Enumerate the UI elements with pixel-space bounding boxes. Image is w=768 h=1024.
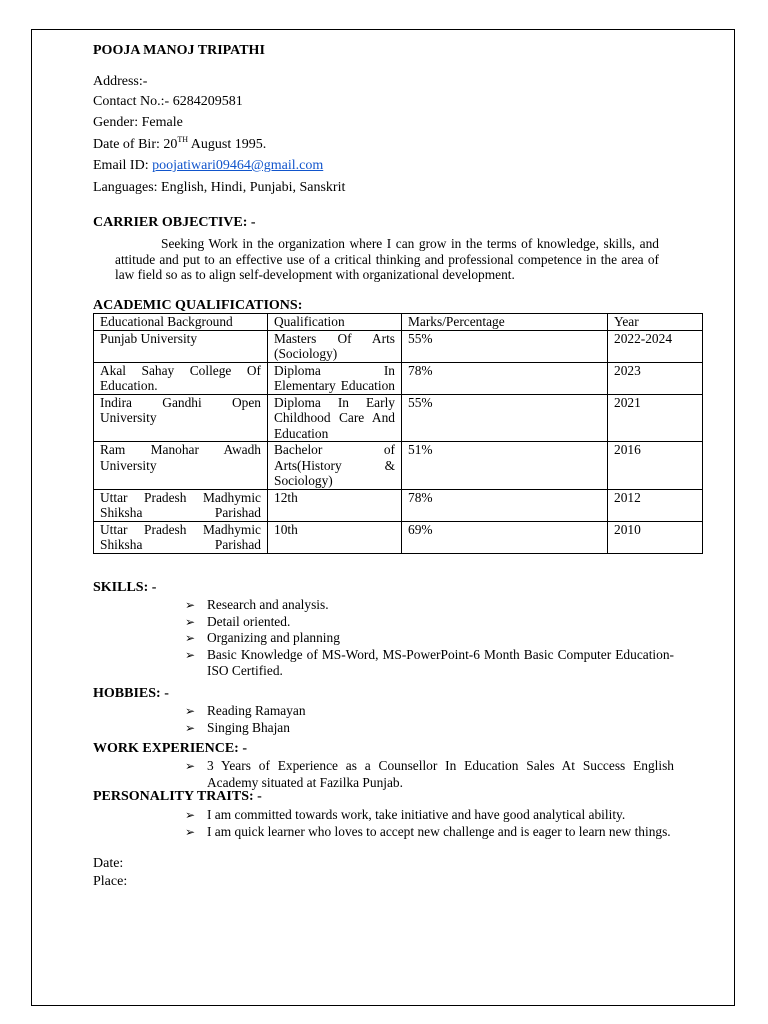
arrow-bullet-icon: ➢ — [185, 647, 196, 662]
cell-background: Indira Gandhi Open University — [94, 394, 268, 442]
list-item: ➢ 3 Years of Experience as a Counsellor In Education Sales At Success English Academy situated at Fazilka Punjab. — [185, 758, 674, 790]
personality-heading: PERSONALITY TRAITS: - — [93, 789, 262, 804]
list-item: ➢ I am quick learner who loves to accept new challenge and is eager to learn new things. — [185, 823, 671, 839]
arrow-bullet-icon: ➢ — [185, 808, 196, 822]
hobbies-list — [185, 703, 306, 736]
list-item: ➢ I am committed towards work, take initiative and have good analytical ability. — [185, 807, 626, 822]
column-header: Year — [608, 314, 703, 331]
table-row — [94, 394, 703, 442]
academics-heading: ACADEMIC QUALIFICATIONS: — [93, 298, 303, 313]
cell-qualification: Diploma In Early Childhood Care And Education — [268, 394, 402, 442]
academics-table — [93, 313, 703, 554]
cell-marks: 55% — [402, 330, 608, 362]
table-row — [94, 489, 703, 521]
cell-marks: 55% — [402, 394, 608, 442]
email-link[interactable]: poojatiwari09464@gmail.com — [152, 158, 324, 173]
cell-background: Uttar Pradesh Madhymic Shiksha Parishad — [94, 521, 268, 553]
arrow-bullet-icon: ➢ — [185, 759, 196, 773]
cell-year: 2021 — [608, 394, 703, 442]
cell-qualification: 10th — [268, 521, 402, 553]
cell-qualification: 12th — [268, 489, 402, 521]
work-heading: WORK EXPERIENCE: - — [93, 741, 248, 756]
dob-superscript: TH — [177, 135, 189, 144]
cell-qualification: Bachelor of Arts(History & Sociology) — [268, 442, 402, 490]
cell-marks: 69% — [402, 521, 608, 553]
cell-year: 2022-2024 — [608, 330, 703, 362]
column-header: Qualification — [268, 314, 402, 331]
email-label: Email ID: — [93, 158, 153, 173]
cell-background: Akal Sahay College Of Education. — [94, 362, 268, 394]
list-item: ➢ Reading Ramayan — [185, 703, 306, 718]
arrow-bullet-icon: ➢ — [185, 824, 196, 839]
cell-qualification: Masters Of Arts (Sociology) — [268, 330, 402, 362]
gender-line: Gender: Female — [93, 115, 183, 130]
cell-background: Punjab University — [94, 330, 268, 362]
cell-year: 2010 — [608, 521, 703, 553]
cell-marks: 51% — [402, 442, 608, 490]
table-row — [94, 362, 703, 394]
dob-line — [93, 137, 266, 153]
objective-body: Seeking Work in the organization where I can grow in the terms of knowledge, skills, and attitude and put to an effective use of a critical thinking and professional competence in the area of law field so as to align self-development with organizational development. — [115, 236, 659, 282]
arrow-bullet-icon: ➢ — [185, 704, 196, 718]
hobbies-heading: HOBBIES: - — [93, 686, 169, 701]
arrow-bullet-icon: ➢ — [185, 631, 196, 645]
email-line — [93, 158, 323, 174]
list-item: ➢ Detail oriented. — [185, 613, 291, 629]
arrow-bullet-icon: ➢ — [185, 614, 196, 629]
list-item: ➢ Research and analysis. — [185, 597, 329, 612]
cell-background: Uttar Pradesh Madhymic Shiksha Parishad — [94, 489, 268, 521]
dob-prefix: Date of Bir: 20 — [93, 137, 178, 152]
address-line: Address:- — [93, 74, 148, 89]
cell-year: 2012 — [608, 489, 703, 521]
list-item: ➢ Singing Bhajan — [185, 719, 290, 735]
objective-text — [115, 236, 659, 283]
cell-marks: 78% — [402, 489, 608, 521]
personality-list — [185, 807, 674, 840]
table-header-row — [94, 314, 703, 331]
arrow-bullet-icon: ➢ — [185, 720, 196, 735]
skills-list — [185, 597, 674, 680]
list-item: ➢ Organizing and planning — [185, 630, 340, 645]
cell-marks: 78% — [402, 362, 608, 394]
column-header: Marks/Percentage — [402, 314, 608, 331]
cell-year: 2023 — [608, 362, 703, 394]
candidate-name: POOJA MANOJ TRIPATHI — [93, 43, 265, 58]
languages-line: Languages: English, Hindi, Punjabi, Sanskrit — [93, 180, 346, 195]
dob-suffix: August 1995. — [188, 137, 267, 152]
contact-line: Contact No.:- 6284209581 — [93, 94, 243, 109]
skills-heading: SKILLS: - — [93, 580, 157, 595]
column-header: Educational Background — [94, 314, 268, 331]
objective-heading: CARRIER OBJECTIVE: - — [93, 215, 256, 230]
place-field: Place: — [93, 874, 128, 889]
table-row — [94, 442, 703, 490]
list-item: ➢ Basic Knowledge of MS-Word, MS-PowerPoint-6 Month Basic Computer Education- ISO Certified. — [185, 646, 674, 678]
table-row — [94, 330, 703, 362]
arrow-bullet-icon: ➢ — [185, 598, 196, 612]
cell-qualification: Diploma In Elementary Education — [268, 362, 402, 394]
date-field: Date: — [93, 856, 124, 871]
cell-year: 2016 — [608, 442, 703, 490]
table-row — [94, 521, 703, 553]
work-list — [185, 758, 674, 791]
cell-background: Ram Manohar Awadh University — [94, 442, 268, 490]
